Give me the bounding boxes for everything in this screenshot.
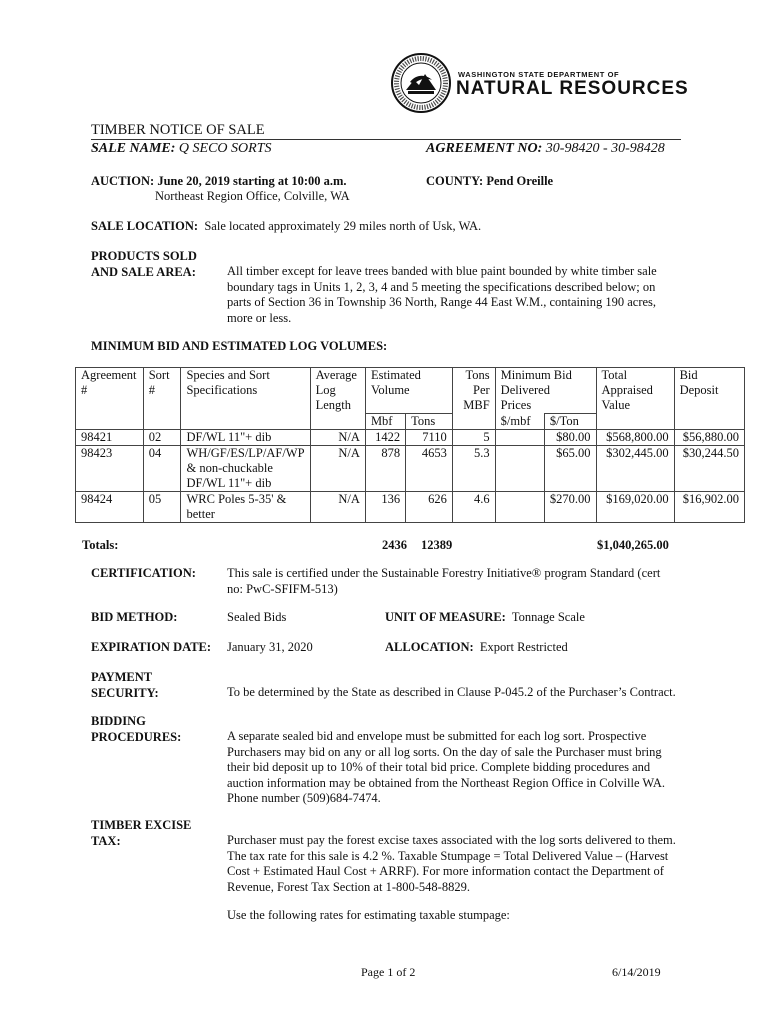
sale-name-value: Q SECO SORTS [178,141,272,156]
cell-tons-per-mbf: 5.3 [452,446,495,492]
cell-sort: 05 [143,492,181,523]
agreement-number [426,141,665,157]
cell-appraised: $169,020.00 [596,492,674,523]
cell-agreement: 98421 [76,430,144,446]
header-species: Species and Sort Specifications [181,368,310,430]
log-volumes-table [75,367,745,523]
header-mbf: Mbf [365,414,405,430]
excise-text: Purchaser must pay the forest excise taxes associated with the log sorts delivered to them. The tax rate for this sale is 4.2 %. Taxable Stumpage = Total Delivered Value – (Harvest Cost + Estimated Haul Cost + ARRF). For more information contact the Department of Revenue, Forest Tax Section at 1-800-548-8829. [227,833,676,894]
cell-sort: 04 [143,446,181,492]
auction-block [91,174,347,190]
cell-log-length: N/A [310,446,365,492]
volumes-heading: MINIMUM BID AND ESTIMATED LOG VOLUMES: [91,339,388,353]
county-block [426,174,553,190]
products-label-line-1: PRODUCTS SOLD [91,249,197,263]
agreement-value: 30-98420 - 30-98428 [545,141,665,156]
totals-tons: 12389 [421,538,453,552]
cell-sort: 02 [143,430,181,446]
agency-name-small: WASHINGTON STATE DEPARTMENT OF [458,70,620,79]
cell-species: WRC Poles 5-35' & better [181,492,310,523]
county-label: COUNTY: [426,174,484,188]
expiration-label: EXPIRATION DATE: [91,640,212,654]
header-appraised: Total Appraised Value [596,368,674,430]
cell-species: WH/GF/ES/LP/AF/WP & non-chuckable DF/WL 11"+ dib [181,446,310,492]
totals-label: Totals: [82,538,119,552]
header-deposit: Bid Deposit [674,368,744,430]
bidding-text: A separate sealed bid and envelope must be submitted for each log sort. Prospective Purchasers may bid on any or all log sorts. On the day of sale the Purchaser must bring their bid deposit up to 10% of their total bid price. Complete bidding procedures and auction information may be obtained from the Northeast Region Office in Colville WA. Phone number (509)684-7474. [227,729,665,806]
title-divider [91,139,681,140]
cell-appraised: $568,800.00 [596,430,674,446]
header-per-ton: $/Ton [544,414,596,430]
bid-method-value: Sealed Bids [227,610,287,624]
cell-agreement: 98423 [76,446,144,492]
allocation-value: Export Restricted [479,640,568,654]
dnr-seal-logo [390,52,452,114]
totals-value: $1,040,265.00 [597,538,669,552]
unit-of-measure [385,610,585,626]
footer-date: 6/14/2019 [612,965,661,979]
bid-method-label: BID METHOD: [91,610,178,624]
cell-log-length: N/A [310,430,365,446]
payment-text: To be determined by the State as described in Clause P-045.2 of the Purchaser’s Contract. [227,685,676,699]
cell-tons: 4653 [406,446,453,492]
cell-per-ton: $65.00 [544,446,596,492]
header-agreement: Agreement # [76,368,144,430]
table-header-row [76,368,745,414]
unit-of-measure-label: UNIT OF MEASURE: [385,610,506,624]
products-line: more or less. [227,310,292,325]
payment-label: PAYMENT SECURITY: [91,670,159,700]
sale-name-label: SALE NAME: [91,141,176,156]
auction-date: June 20, 2019 starting at 10:00 a.m. [157,174,347,188]
products-line: parts of Section 36 in Township 36 North, Range 44 East W.M., containing 190 acres, [227,295,657,310]
products-label-line-2: AND SALE AREA: [91,264,196,279]
cell-agreement: 98424 [76,492,144,523]
certification-label: CERTIFICATION: [91,566,196,580]
header-log-length: Average Log Length [310,368,365,430]
cell-mbf: 878 [365,446,405,492]
cell-per-ton: $270.00 [544,492,596,523]
products-line: boundary tags in Units 1, 2, 3, 4 and 5 meeting the specifications described below; on [227,279,656,294]
cell-mbf: 1422 [365,430,405,446]
sale-location-label: SALE LOCATION: [91,219,199,233]
certification-text: This sale is certified under the Sustainable Forestry Initiative® program Standard (cert no: PwC-SFIFM-513) [227,566,661,596]
cell-per-mbf [495,492,544,523]
products-text [227,264,677,326]
cell-tons-per-mbf: 5 [452,430,495,446]
header-tons-per-mbf: Tons Per MBF [452,368,495,430]
unit-of-measure-value: Tonnage Scale [511,610,585,624]
cell-per-mbf [495,446,544,492]
table-row [76,446,745,492]
products-line: All timber except for leave trees banded with blue paint bounded by white timber sale [227,264,657,278]
cell-deposit: $30,244.50 [674,446,744,492]
cell-tons: 626 [406,492,453,523]
cell-per-ton: $80.00 [544,430,596,446]
cell-mbf: 136 [365,492,405,523]
cell-deposit: $16,902.00 [674,492,744,523]
expiration-value: January 31, 2020 [227,640,313,654]
sale-name [91,141,271,157]
cell-log-length: N/A [310,492,365,523]
cell-per-mbf [495,430,544,446]
cell-appraised: $302,445.00 [596,446,674,492]
auction-location: Northeast Region Office, Colville, WA [155,189,350,203]
sale-location-text: Sale located approximately 29 miles north of Usk, WA. [204,219,482,233]
cell-tons-per-mbf: 4.6 [452,492,495,523]
cell-tons: 7110 [406,430,453,446]
cell-species: DF/WL 11"+ dib [181,430,310,446]
allocation [385,640,568,656]
auction-label: AUCTION: [91,174,155,188]
county-value: Pend Oreille [486,174,554,188]
agency-name: NATURAL RESOURCES [456,78,689,99]
allocation-label: ALLOCATION: [385,640,474,654]
products-label [91,249,197,280]
excise-rates-line: Use the following rates for estimating taxable stumpage: [227,908,510,922]
document-title: TIMBER NOTICE OF SALE [91,122,265,138]
header-volume: Estimated Volume [365,368,452,414]
header-per-mbf: $/mbf [495,414,544,430]
agreement-label: AGREEMENT NO: [426,141,543,156]
table-row [76,430,745,446]
cell-deposit: $56,880.00 [674,430,744,446]
header-tons: Tons [406,414,453,430]
totals-mbf: 2436 [382,538,407,552]
sale-location [91,219,481,235]
excise-label: TIMBER EXCISE TAX: [91,818,192,848]
table-row [76,492,745,523]
header-min-bid: Minimum Bid Delivered Prices [495,368,596,414]
header-sort: Sort # [143,368,181,430]
bidding-label: BIDDING PROCEDURES: [91,714,182,744]
page-number: Page 1 of 2 [361,965,416,979]
